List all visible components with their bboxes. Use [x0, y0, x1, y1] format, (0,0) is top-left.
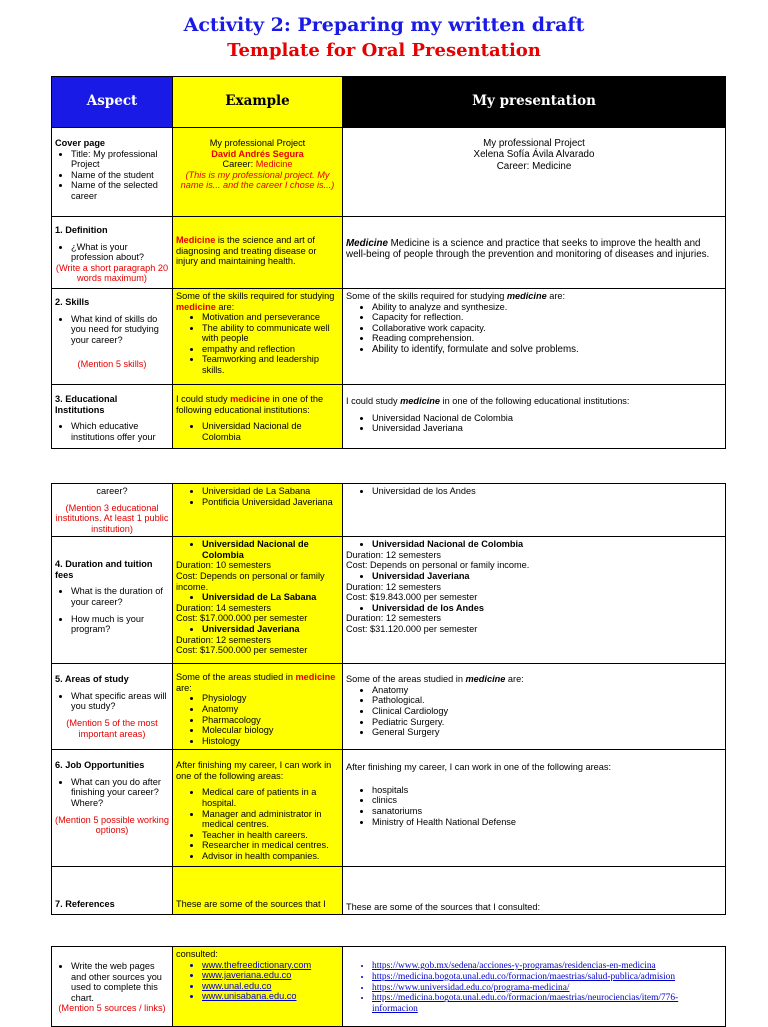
list-item: • Which educative institutions offer your — [71, 421, 169, 442]
example-line: My professional Project — [209, 138, 306, 148]
list-item: • Teacher in health careers. — [202, 830, 339, 841]
list-item: • Ability to identify, formulate and solve problems. — [372, 344, 722, 355]
aspect-education — [52, 385, 173, 449]
row-duration — [52, 537, 726, 664]
aspect-title: 5. Areas of study — [55, 674, 129, 685]
my-title-line: My professional Project — [483, 138, 585, 149]
list-item: • Universidad de La Sabana — [202, 486, 339, 497]
aspect-definition — [52, 217, 173, 289]
aspect-education-cont — [52, 484, 173, 537]
aspect-skills — [52, 289, 173, 385]
list-item: • ¿What is your profession about? — [71, 242, 169, 263]
example-list — [176, 787, 339, 861]
list-item: • Histology — [202, 736, 339, 747]
example-links — [176, 960, 339, 1002]
list-item: • Ministry of Health National Defense — [372, 817, 722, 828]
aspect-list — [55, 614, 169, 635]
row-education — [52, 385, 726, 449]
list-item: • Name of the student — [71, 170, 169, 181]
aspect-cover — [52, 128, 173, 217]
my-list — [346, 785, 722, 827]
list-item: • Ability to analyze and synthesize. — [372, 302, 722, 313]
row-definition — [52, 217, 726, 289]
my-uni: • Universidad de los Andes — [346, 603, 722, 614]
aspect-note: (Mention 5 of the most important areas) — [66, 718, 158, 739]
aspect-list — [55, 961, 169, 1003]
reference-link[interactable]: • https://www.gob.mx/sedena/acciones-y-programas/residencias-en-medicina — [372, 961, 722, 972]
list-item: • Write the web pages and other sources you used to complete this chart. — [71, 961, 169, 1003]
header-my-presentation: My presentation — [343, 77, 726, 128]
list-item: • The ability to communicate well with people — [202, 323, 339, 344]
list-item: • Title: My professional Project — [71, 149, 169, 170]
list-item: • Manager and administrator in medical centres. — [202, 809, 339, 830]
aspect-title: 6. Job Opportunities — [55, 760, 145, 771]
row-education-cont — [52, 484, 726, 537]
my-uni: • Universidad Nacional de Colombia — [346, 539, 722, 550]
example-references-cont: consulted: • www.thefreedictionary.com • www.javeriana.edu.co • www.unal.edu.co • www.unisabana.edu.co — [173, 947, 343, 1027]
aspect-list — [55, 242, 169, 263]
aspect-title: 2. Skills — [55, 297, 90, 307]
my-jobs: After finishing my career, I can work in one of the following areas: • hospitals • clinics • sanatoriums • Ministry of Health National Defense — [343, 750, 726, 867]
my-references-cont — [343, 947, 726, 1027]
row-references — [52, 867, 726, 915]
header-row — [52, 77, 726, 128]
example-uni: • Universidad de La Sabana — [176, 592, 339, 603]
list-item: • Pathological. — [372, 695, 722, 706]
template-table-part3 — [51, 946, 726, 1027]
list-item: • Teamworking and leadership skills. — [202, 354, 339, 375]
list-item: • clinics — [372, 795, 722, 806]
my-education-cont — [343, 484, 726, 537]
my-definition: Medicine Medicine is a science and practice that seeks to improve the health and well-being of people through the prevention and monitoring of diseases and injuries. — [343, 217, 726, 289]
list-item: • What specific areas will you study? — [71, 691, 169, 712]
aspect-note: (Mention 5 skills) — [77, 359, 147, 370]
page-title: Activity 2: Preparing my written draft — [183, 14, 585, 36]
reference-link[interactable]: • https://medicina.bogota.unal.edu.co/formacion/maestrias/salud-publica/admision — [372, 972, 722, 983]
example-references: These are some of the sources that I — [173, 867, 343, 915]
example-education-cont — [173, 484, 343, 537]
my-skills: Some of the skills required for studying medicine are: • Ability to analyze and synthesize. • Capacity for reflection. • Collaborative work capacity. • Reading comprehension. • Ability to identify, formulate and solve problems. — [343, 289, 726, 385]
row-skills — [52, 289, 726, 385]
reference-link[interactable]: • www.javeriana.edu.co — [202, 970, 339, 981]
example-uni: • Universidad Javeriana — [176, 624, 339, 635]
list-item: • Pharmacology — [202, 715, 339, 726]
my-career: Career: Medicine — [496, 160, 572, 172]
example-list — [176, 693, 339, 746]
example-career: Career: Medicine — [222, 159, 293, 170]
aspect-references-cont — [52, 947, 173, 1027]
my-list — [346, 302, 722, 356]
aspect-title: 3. Educational Institutions — [55, 394, 118, 415]
example-note: (This is my professional project. My name is... and the career I chose is...) — [180, 169, 335, 191]
aspect-title: 7. References — [55, 898, 115, 909]
my-duration: • Universidad Nacional de Colombia Duration: 12 semesters Cost: Depends on personal or family income. • Universidad Javeriana Duration: 12 semesters Cost: $19.843.000 per semester • Universidad de los Andes Duration: 12 semesters Cost: $31.120.000 per semester — [343, 537, 726, 664]
example-list — [176, 312, 339, 375]
reference-link[interactable]: • www.unal.edu.co — [202, 981, 339, 992]
list-item: • Universidad Nacional de Colombia — [372, 413, 722, 424]
my-areas: Some of the areas studied in medicine are: • Anatomy • Pathological. • Clinical Cardiology • Pediatric Surgery. • General Surgery — [343, 664, 726, 750]
header-aspect: Aspect — [52, 77, 173, 128]
example-skills: Some of the skills required for studying medicine are: • Motivation and perseverance • The ability to communicate well with people • empathy and reflection • Teamworking and leadership skills. — [173, 289, 343, 385]
aspect-note: (Write a short paragraph 20 words maximum) — [55, 262, 169, 284]
list-item: • Motivation and perseverance — [202, 312, 339, 323]
aspect-areas — [52, 664, 173, 750]
my-list — [346, 486, 722, 497]
list-item: • Name of the selected career — [71, 180, 169, 201]
aspect-duration — [52, 537, 173, 664]
aspect-text: career? — [96, 486, 128, 496]
aspect-note: (Mention 5 sources / links) — [58, 1003, 166, 1014]
aspect-list — [55, 586, 169, 607]
aspect-references — [52, 867, 173, 915]
list-item: • How much is your program? — [71, 614, 169, 635]
example-name: David Andrés Segura — [211, 148, 304, 159]
my-links — [346, 961, 722, 1015]
aspect-list — [55, 691, 169, 712]
list-item: • Advisor in health companies. — [202, 851, 339, 862]
my-cover — [343, 128, 726, 217]
list-item: • Anatomy — [202, 704, 339, 715]
my-references: These are some of the sources that I consulted: — [343, 867, 726, 915]
reference-link[interactable]: • https://www.universidad.edu.co/programa-medicina/ — [372, 983, 722, 994]
aspect-title: 1. Definition — [55, 225, 108, 235]
reference-link[interactable]: • www.thefreedictionary.com — [202, 960, 339, 971]
list-item: • Pontificia Universidad Javeriana — [202, 497, 339, 508]
aspect-list — [55, 149, 169, 202]
list-item: • empathy and reflection — [202, 344, 339, 355]
list-item: • General Surgery — [372, 727, 722, 738]
example-education: I could study medicine in one of the following educational institutions: • Universidad Nacional de Colombia — [173, 385, 343, 449]
reference-link[interactable]: • https://medicina.bogota.unal.edu.co/formacion/maestrias/neurociencias/item/776-informacion — [372, 993, 722, 1015]
list-item: • What kind of skills do you need for studying your career? — [71, 314, 169, 346]
list-item: • What is the duration of your career? — [71, 586, 169, 607]
example-duration: • Universidad Nacional de Colombia Duration: 10 semesters Cost: Depends on personal or family income. • Universidad de La Sabana Duration: 14 semesters Cost: $17.000.000 per semester • Universidad Javeriana Duration: 12 semesters Cost: $17.500.000 per semester — [173, 537, 343, 664]
list-item: • Universidad Nacional de Colombia — [202, 421, 339, 442]
list-item: • hospitals — [372, 785, 722, 796]
aspect-note: (Mention 3 educational institutions. At least 1 public institution) — [55, 502, 169, 534]
aspect-list — [55, 421, 169, 442]
example-areas: Some of the areas studied in medicine are: • Physiology • Anatomy • Pharmacology • Molecular biology • Histology — [173, 664, 343, 750]
example-cover — [173, 128, 343, 217]
list-item: • Molecular biology — [202, 725, 339, 736]
row-jobs — [52, 750, 726, 867]
aspect-list — [55, 777, 169, 809]
list-item: • Anatomy — [372, 685, 722, 696]
my-list — [346, 685, 722, 738]
list-item: • Medical care of patients in a hospital. — [202, 787, 339, 808]
example-list — [176, 421, 339, 442]
header-example: Example — [173, 77, 343, 128]
example-jobs: After finishing my career, I can work in one of the following areas: • Medical care of patients in a hospital. • Manager and administrator in medical centres. • Teacher in health careers. • Researcher in medical centres. • Advisor in health companies. — [173, 750, 343, 867]
aspect-title: 4. Duration and tuition fees — [55, 559, 153, 580]
row-cover — [52, 128, 726, 217]
list-item: • sanatoriums — [372, 806, 722, 817]
example-definition: Medicine is the science and art of diagnosing and treating disease or injury and maintaining health. — [173, 217, 343, 289]
row-references-cont — [52, 947, 726, 1027]
list-item: • Researcher in medical centres. — [202, 840, 339, 851]
template-table-part1 — [51, 76, 726, 449]
reference-link[interactable]: • www.unisabana.edu.co — [202, 991, 339, 1002]
list-item: • Capacity for reflection. — [372, 312, 722, 323]
list-item: • Universidad de los Andes — [372, 486, 722, 497]
list-item: • Collaborative work capacity. — [372, 323, 722, 334]
example-uni: • Universidad Nacional de Colombia — [176, 539, 339, 560]
aspect-note: (Mention 5 possible working options) — [55, 814, 169, 836]
page-subtitle: Template for Oral Presentation — [227, 40, 541, 61]
my-name: Xelena Sofía Ávila Alvarado — [473, 149, 595, 161]
aspect-jobs — [52, 750, 173, 867]
example-list — [176, 486, 339, 507]
list-item: • What can you do after finishing your career? Where? — [71, 777, 169, 809]
template-table-part2 — [51, 483, 726, 915]
list-item: • Clinical Cardiology — [372, 706, 722, 717]
my-uni: • Universidad Javeriana — [346, 571, 722, 582]
list-item: • Pediatric Surgery. — [372, 717, 722, 728]
list-item: • Reading comprehension. — [372, 333, 722, 344]
row-areas — [52, 664, 726, 750]
aspect-title: Cover page — [55, 138, 106, 148]
aspect-list — [55, 314, 169, 346]
my-list — [346, 413, 722, 434]
my-education: I could study medicine in one of the following educational institutions: • Universidad Nacional de Colombia • Universidad Javeriana — [343, 385, 726, 449]
list-item: • Universidad Javeriana — [372, 423, 722, 434]
list-item: • Physiology — [202, 693, 339, 704]
